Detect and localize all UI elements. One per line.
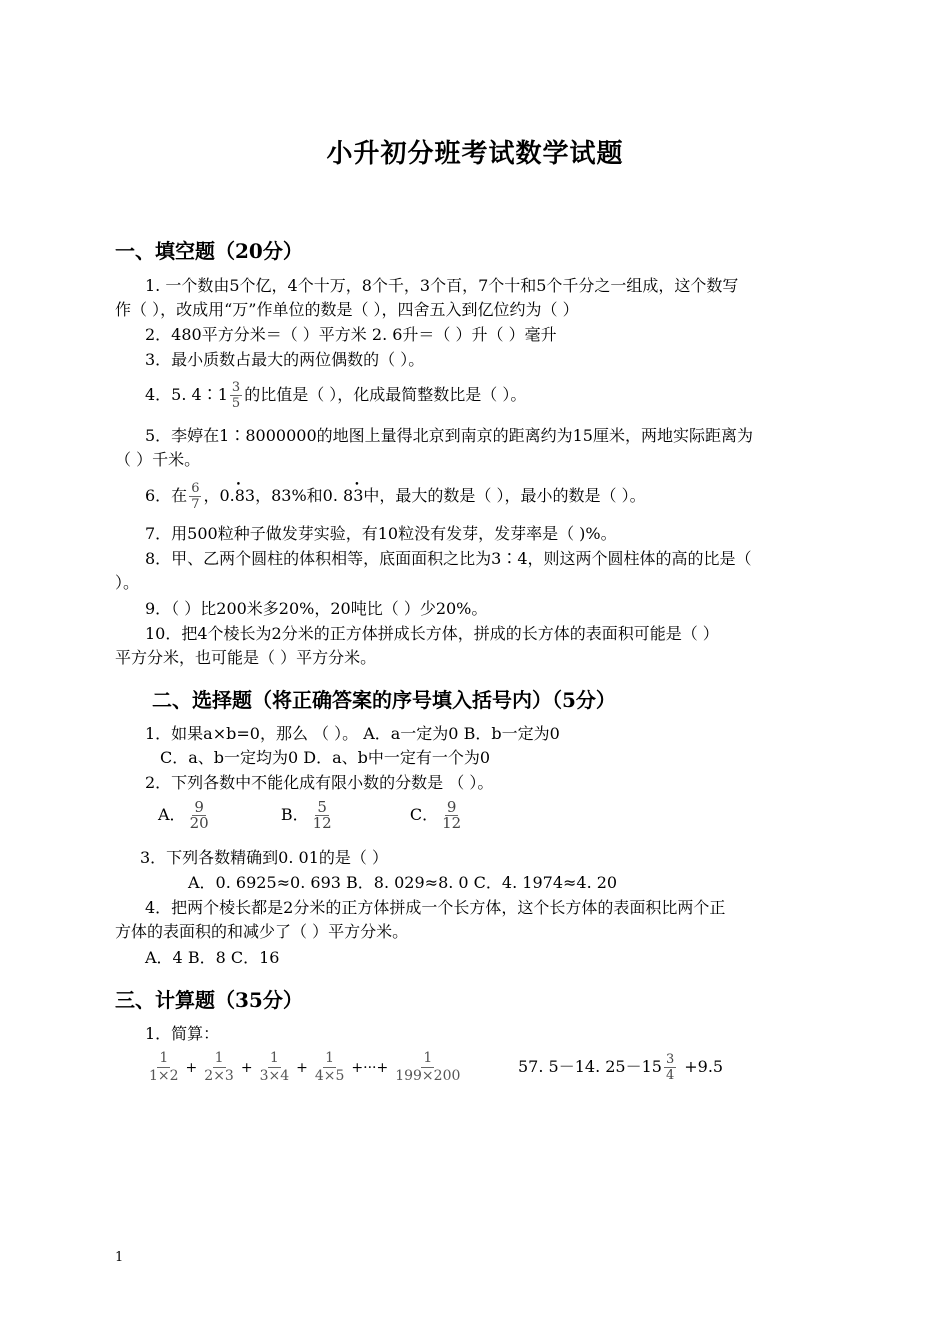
q6-prefix: 6．在: [145, 486, 188, 505]
term-last-num: 1: [423, 1050, 433, 1066]
mc-q4-options: A．4 B．8 C．16: [145, 948, 280, 967]
q8-line-2: ）。: [115, 573, 140, 592]
mc-q4-line-2: 方体的表面积的和减少了（ ）平方分米。: [115, 922, 409, 941]
plus-sign: +: [240, 1060, 253, 1076]
term-last: [393, 1050, 462, 1085]
option-c-fraction: [440, 800, 463, 831]
q4-prefix: 4．5. 4∶1: [145, 385, 228, 404]
term-1-num: 1: [159, 1050, 169, 1066]
term-1: [147, 1050, 181, 1085]
term-3-num: 1: [269, 1050, 279, 1066]
option-b-label: B．: [280, 805, 309, 824]
option-a-den: 20: [189, 814, 209, 832]
option-b-num: 5: [317, 798, 327, 816]
q6-mid-2: ，83%和0. 8: [255, 486, 354, 505]
plus-sign: +: [185, 1060, 198, 1076]
option-c-num: 9: [446, 798, 457, 816]
q4-line: [145, 380, 870, 411]
q4-fraction: [230, 380, 242, 411]
page-number: 1: [115, 1250, 124, 1265]
q6-repeating-1: • 83: [235, 484, 255, 508]
term-1-den: 1×2: [149, 1068, 179, 1084]
q6-frac-num: 6: [191, 481, 200, 496]
option-c-den: 12: [442, 814, 462, 832]
q8-line-1: 8．甲、乙两个圆柱的体积相等，底面面积之比为3∶4，则这两个圆柱体的高的比是（: [145, 549, 752, 568]
section-3-heading: 三、计算题（35分）: [115, 988, 303, 1012]
q6-line: [145, 481, 870, 512]
q2-line: 2．480平方分米＝（ ）平方米 2. 6升＝（ ）升（ ）毫升: [145, 325, 557, 344]
term-2-den: 2×3: [204, 1068, 234, 1084]
term-4: [313, 1050, 347, 1085]
mc-q2-line: 2．下列各数中不能化成有限小数的分数是 （ ）。: [145, 773, 494, 792]
mc-q4-line-1: 4．把两个棱长都是2分米的正方体拼成一个长方体，这个长方体的表面积比两个正: [145, 898, 726, 917]
expr2-suffix: +9.5: [684, 1057, 724, 1076]
term-3-den: 3×4: [259, 1068, 290, 1084]
section-1-heading: 一、填空题（20分）: [115, 239, 303, 263]
q1-line-1: 1. 一个数由5个亿，4个十万，8个千，3个百，7个十和5个千分之一组成，这个数写: [145, 276, 739, 295]
term-2-num: 1: [214, 1050, 224, 1066]
term-2: [202, 1050, 236, 1085]
q6-suffix: 中，最大的数是（ ），最小的数是（ ）。: [363, 486, 646, 505]
term-4-den: 4×5: [314, 1068, 345, 1084]
calc-expression-2: [518, 1052, 778, 1083]
option-a-num: 9: [194, 798, 204, 816]
q3-line: 3．最小质数占最大的两位偶数的（ ）。: [145, 350, 425, 369]
q1-line-2: 作（ ），改成用“万”作单位的数是（ ），四舍五入到亿位约为（ ）: [115, 300, 579, 319]
section-2-heading: 二、选择题（将正确答案的序号填入括号内）（5分）: [152, 688, 616, 712]
q9-line: 9．（ ）比200米多20%，20吨比（ ）少20%。: [145, 599, 488, 618]
q7-line: 7．用500粒种子做发芽实验，有10粒没有发芽，发芽率是（ )%。: [145, 524, 617, 543]
expr2-frac-num: 3: [665, 1052, 675, 1067]
option-a-label: A．: [158, 805, 186, 824]
q4-frac-num: 3: [231, 380, 241, 395]
q10-line-2: 平方分米，也可能是（ ）平方分米。: [115, 648, 377, 667]
q5-line-1: 5．李婷在1∶8000000的地图上量得北京到南京的距离约为15厘米，两地实际距离为: [145, 426, 753, 445]
option-b-fraction: [311, 800, 334, 831]
expr2-frac-den: 4: [665, 1068, 675, 1083]
q10-line-1: 10．把4个棱长为2分米的正方体拼成长方体，拼成的长方体的表面积可能是（ ）: [145, 624, 719, 643]
page-title: 小升初分班考试数学试题: [326, 139, 624, 169]
q6-fraction: [189, 481, 201, 512]
term-4-num: 1: [325, 1050, 335, 1066]
option-a-fraction: [188, 800, 211, 831]
q6-frac-den: 7: [191, 497, 200, 512]
q6-mid-1: ，0.: [203, 486, 235, 505]
term-3: [258, 1050, 292, 1085]
q4-suffix: 的比值是（ ），化成最简整数比是（ ）。: [244, 385, 527, 404]
q4-frac-den: 5: [231, 396, 241, 411]
option-b-den: 12: [312, 814, 332, 832]
option-c-label: C．: [409, 805, 439, 824]
ellipsis-sign: +···+: [351, 1060, 389, 1076]
expr2-prefix: 57. 5－14. 25－15: [518, 1057, 662, 1076]
mc-q1-line-1: 1．如果a×b=0，那么 （ ）。 A．a一定为0 B．b一定为0: [145, 724, 560, 743]
expr2-fraction: [664, 1052, 676, 1083]
plus-sign: +: [296, 1060, 308, 1076]
mc-q1-line-2: C．a、b一定均为0 D．a、b中一定有一个为0: [160, 748, 491, 767]
mc-q3-line: 3．下列各数精确到0. 01的是（ ）: [140, 848, 388, 867]
q6-repeating-2: • 3: [353, 484, 363, 508]
term-last-den: 199×200: [395, 1068, 461, 1084]
mc-q3-options: A．0. 6925≈0. 693 B．8. 029≈8. 0 C．4. 1974≈4. 20: [188, 873, 618, 892]
q5-line-2: （ ）千米。: [115, 450, 201, 469]
mc-q2-options: [158, 800, 883, 831]
calc-q1-label: 1．简算：: [145, 1024, 220, 1043]
